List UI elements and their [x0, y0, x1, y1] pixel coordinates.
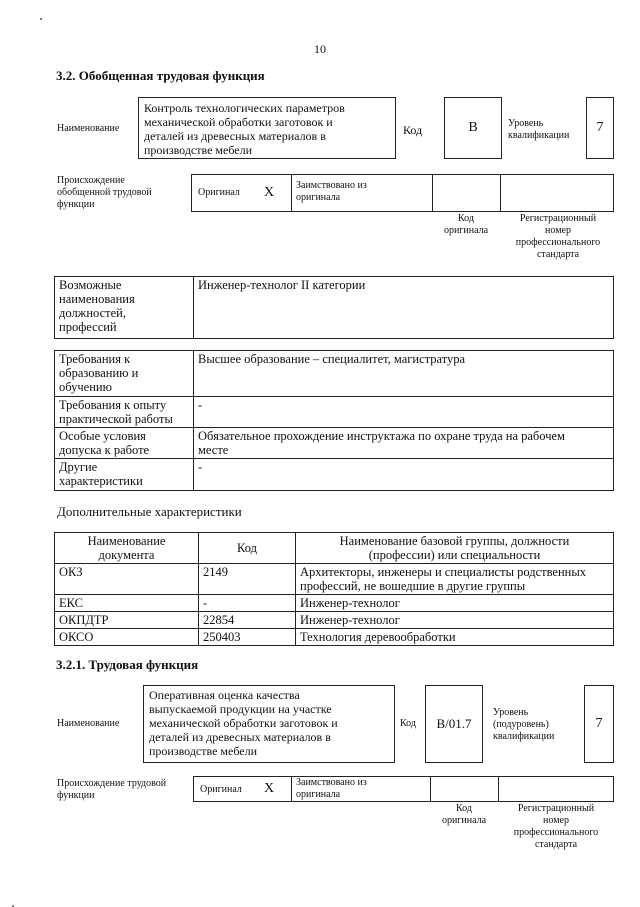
label-line: Требования к [59, 352, 131, 366]
table-row [55, 629, 614, 646]
cell-code: 2149 [199, 564, 296, 595]
page-number: 10 [314, 42, 326, 56]
cell-code: 22854 [199, 612, 296, 629]
label-line: Особые условия [59, 429, 146, 443]
caption-line: профессионального [513, 827, 599, 838]
function-name-line: механической обработки заготовок и [149, 716, 338, 730]
cell-code: 250403 [199, 629, 296, 646]
level-value: 7 [595, 716, 603, 731]
level-label [508, 118, 569, 142]
borrowed-line: оригинала [296, 192, 341, 203]
name-line: Технология деревообработки [300, 630, 456, 644]
requirement-label [55, 459, 194, 491]
requirement-value [194, 397, 614, 428]
name-line: профессий, не вошедшие в другие группы [300, 579, 526, 593]
name-line: Инженер-технолог [300, 596, 400, 610]
label-line: характеристики [59, 474, 143, 488]
level-label-line: квалификации [508, 130, 570, 141]
caption-line: оригинала [443, 225, 489, 236]
cell-name [296, 629, 614, 646]
cell-document: ОКСО [55, 629, 199, 646]
label-line: должностей, [59, 306, 126, 320]
header-document [55, 533, 199, 564]
value-line: - [198, 460, 203, 474]
divider [498, 777, 499, 801]
function-name-line: деталей из древесных материалов в [149, 730, 331, 744]
divider [291, 777, 292, 801]
label-line: Возможные [59, 278, 122, 292]
divider [500, 175, 501, 211]
cell-code: - [199, 595, 296, 612]
divider [291, 175, 292, 211]
original-label: Оригинал [200, 784, 242, 795]
origin-row [191, 174, 614, 212]
label-line: допуска к работе [59, 443, 150, 457]
section-heading: 3.2. Обобщенная трудовая функция [56, 68, 265, 83]
requirement-label [55, 428, 194, 459]
cell-name [296, 612, 614, 629]
original-label: Оригинал [198, 187, 240, 198]
code-value-box [425, 685, 483, 763]
level-label-line: Уровень [493, 707, 529, 718]
table-row [55, 564, 614, 595]
function-name-line: Контроль технологических параметров [144, 101, 345, 115]
label-line: наименования [59, 292, 135, 306]
code-original-caption [430, 803, 498, 827]
function-name-line: производстве мебели [149, 744, 258, 758]
borrowed-line: оригинала [296, 789, 341, 800]
requirement-label [55, 397, 194, 428]
cell-document: ЕКС [55, 595, 199, 612]
origin-label [57, 175, 152, 211]
code-value: B [468, 120, 478, 135]
requirement-value [194, 428, 614, 459]
level-label [493, 707, 554, 743]
name-label: Наименование [57, 123, 120, 134]
caption-line: стандарта [534, 839, 578, 850]
reg-number-caption [502, 213, 614, 261]
value-line: - [198, 398, 203, 412]
cell-name [296, 564, 614, 595]
code-label: Код [400, 718, 416, 729]
name-line: Архитекторы, инженеры и специалисты родственных [300, 565, 587, 579]
original-mark: X [264, 185, 275, 200]
table-row [55, 612, 614, 629]
caption-line: Код [456, 803, 472, 814]
value-line: месте [198, 443, 229, 457]
code-value-box [444, 97, 502, 159]
function-name-line: выпускаемой продукции на участке [149, 702, 332, 716]
function-name-box [138, 97, 396, 159]
value-line: Высшее образование – специалитет, магистратура [198, 352, 466, 366]
origin-label-line: функции [57, 790, 95, 801]
origin-label-line: Происхождение [57, 175, 125, 186]
scan-speck [40, 18, 42, 20]
label-line: практической работы [59, 412, 173, 426]
reg-number-caption [500, 803, 612, 851]
label-line: обучению [59, 380, 112, 394]
original-mark: X [264, 781, 275, 796]
requirement-value [194, 351, 614, 397]
caption-line: стандарта [536, 249, 580, 260]
caption-line: Код [458, 213, 474, 224]
name-label: Наименование [57, 718, 120, 729]
header-line: (профессии) или специальности [368, 548, 541, 562]
function-name-line: Оперативная оценка качества [149, 688, 300, 702]
positions-label [55, 277, 194, 339]
origin-label-line: Происхождение трудовой [57, 778, 167, 789]
origin-row [193, 776, 614, 802]
code-value: B/01.7 [436, 716, 472, 731]
origin-label [57, 778, 166, 802]
function-name-line: производстве мебели [144, 143, 253, 157]
requirement-value [194, 459, 614, 491]
label-line: Требования к опыту [59, 398, 167, 412]
caption-line: профессионального [515, 237, 601, 248]
cell-document: ОКПДТР [55, 612, 199, 629]
positions-table [54, 276, 614, 339]
header-name [296, 533, 614, 564]
caption-line: номер [545, 225, 571, 236]
level-value: 7 [596, 120, 604, 135]
level-value-box [586, 97, 614, 159]
additional-title: Дополнительные характеристики [57, 504, 242, 519]
function-name-line: механической обработки заготовок и [144, 115, 333, 129]
borrowed-line: Заимствовано из [296, 777, 367, 788]
positions-value: Инженер-технолог II категории [194, 277, 614, 339]
header-line: Наименование [87, 534, 166, 548]
function-name-line: деталей из древесных материалов в [144, 129, 326, 143]
borrowed-label [296, 180, 367, 204]
caption-line: номер [543, 815, 569, 826]
level-label-line: (подуровень) [493, 719, 549, 730]
label-line: образованию и [59, 366, 139, 380]
code-label: Код [403, 123, 423, 137]
caption-line: оригинала [441, 815, 487, 826]
labor-function-name-box [143, 685, 395, 763]
header-line: Наименование базовой группы, должности [339, 534, 570, 548]
value-line: Обязательное прохождение инструктажа по охране труда на рабочем [198, 429, 565, 443]
label-line: профессий [59, 320, 117, 334]
table-row [55, 595, 614, 612]
origin-label-line: обобщенной трудовой [57, 187, 152, 198]
divider [432, 175, 433, 211]
level-label-line: квалификации [493, 731, 555, 742]
requirements-table [54, 350, 614, 491]
cell-document: ОКЗ [55, 564, 199, 595]
subsection-heading: 3.2.1. Трудовая функция [56, 657, 199, 672]
borrowed-line: Заимствовано из [296, 180, 367, 191]
additional-table [54, 532, 614, 646]
caption-line: Регистрационный [517, 803, 595, 814]
label-line: Другие [59, 460, 98, 474]
caption-line: Регистрационный [519, 213, 597, 224]
header-line: документа [98, 548, 155, 562]
code-original-caption [432, 213, 500, 237]
level-label-line: Уровень [508, 118, 544, 129]
cell-name [296, 595, 614, 612]
borrowed-label [296, 777, 367, 801]
origin-label-line: функции [57, 199, 95, 210]
name-line: Инженер-технолог [300, 613, 400, 627]
requirement-label [55, 351, 194, 397]
header-code: Код [199, 533, 296, 564]
divider [430, 777, 431, 801]
level-value-box [584, 685, 614, 763]
